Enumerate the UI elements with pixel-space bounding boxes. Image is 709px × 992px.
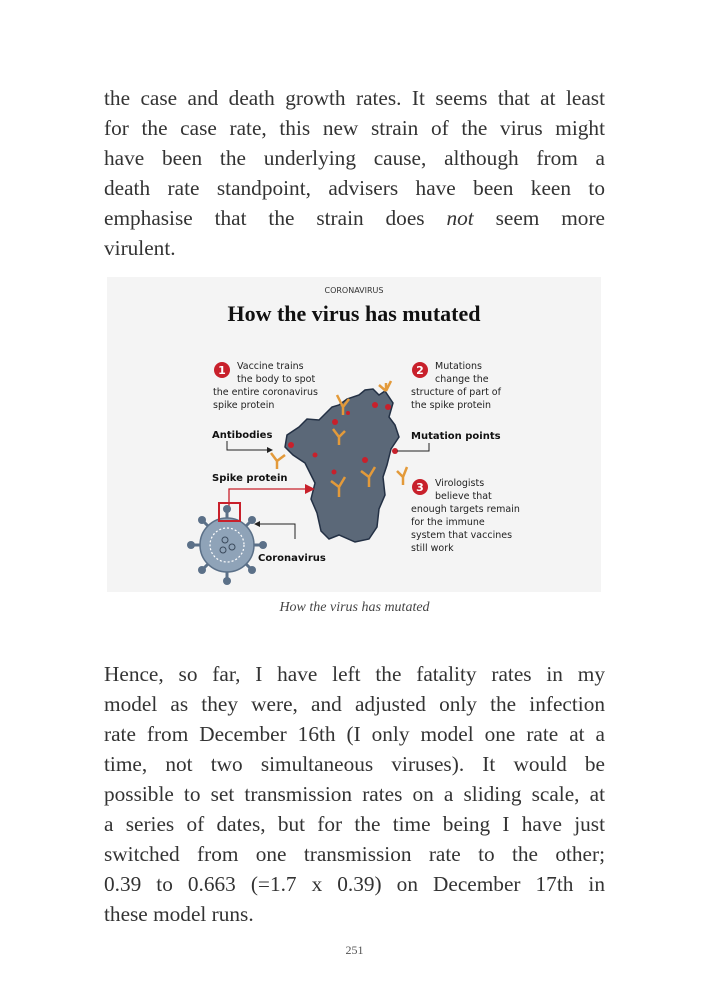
callout-1-text: the body to spot (237, 374, 316, 385)
text-line: 0.39 to 0.663 (=1.7 x 0.39) on December 17th in (104, 872, 605, 896)
callout-2-text: change the (435, 374, 489, 385)
figure-kicker: CORONAVIRUS (324, 286, 384, 295)
callout-1-text: the entire coronavirus (213, 387, 318, 398)
text-line-emphasis (104, 203, 605, 233)
callout-1-text: Vaccine trains (237, 361, 304, 372)
text-line: a series of dates, but for the time being I have just (104, 812, 605, 836)
text-line: possible to set transmission rates on a sliding scale, at (104, 782, 605, 806)
text-line: model as they were, and adjusted only the infection (104, 692, 605, 716)
badge-1-number: 1 (218, 364, 226, 377)
text-line: time, not two simultaneous viruses). It would be (104, 752, 605, 776)
callout-3-text: still work (411, 543, 454, 554)
emphasis-not: not (446, 206, 474, 230)
callout-3-text: believe that (435, 491, 492, 502)
text-line: Hence, so far, I have left the fatality rates in my (104, 662, 605, 686)
coronavirus-icon (187, 505, 267, 585)
antibodies-arrow-icon (227, 441, 267, 450)
label-antibodies: Antibodies (212, 430, 273, 441)
callout-3-text: for the immune (411, 517, 485, 528)
text-line: these model runs. (104, 902, 254, 926)
callout-3-text: Virologists (435, 478, 485, 489)
text-segment: seem more (495, 206, 605, 230)
label-mutation-points: Mutation points (411, 431, 501, 442)
figure-caption: How the virus has mutated (279, 600, 430, 615)
text-line: the case and death growth rates. It seems that at least (104, 86, 605, 110)
text-line: switched from one transmission rate to the other; (104, 842, 605, 866)
badge-3-number: 3 (416, 481, 424, 494)
text-line: for the case rate, this new strain of the virus might (104, 116, 605, 140)
page-number: 251 (345, 943, 364, 957)
text-line: have been the underlying cause, although from a (104, 146, 605, 170)
callout-3-text: system that vaccines (411, 530, 513, 541)
figure-virus-mutation (107, 277, 601, 592)
label-spike-protein: Spike protein (212, 473, 288, 484)
text-segment: emphasise that the strain does (104, 206, 425, 230)
callout-2-text: the spike protein (411, 400, 492, 411)
figure-title: How the virus has mutated (227, 301, 481, 326)
text-line: rate from December 16th (I only model one rate at a (104, 722, 605, 746)
callout-1-text: spike protein (213, 400, 275, 411)
callout-3-text: enough targets remain (411, 504, 520, 515)
text-line: death rate standpoint, advisers have been keen to (104, 176, 605, 200)
text-line: virulent. (104, 236, 176, 260)
callout-2-text: structure of part of (411, 387, 501, 398)
callout-2-text: Mutations (435, 361, 482, 372)
badge-2-number: 2 (416, 364, 424, 377)
paragraph-1 (104, 83, 605, 263)
coronavirus-arrow-icon (257, 524, 295, 539)
paragraph-2 (104, 659, 605, 929)
mutation-points-connector (397, 443, 429, 451)
label-coronavirus: Coronavirus (258, 553, 326, 564)
